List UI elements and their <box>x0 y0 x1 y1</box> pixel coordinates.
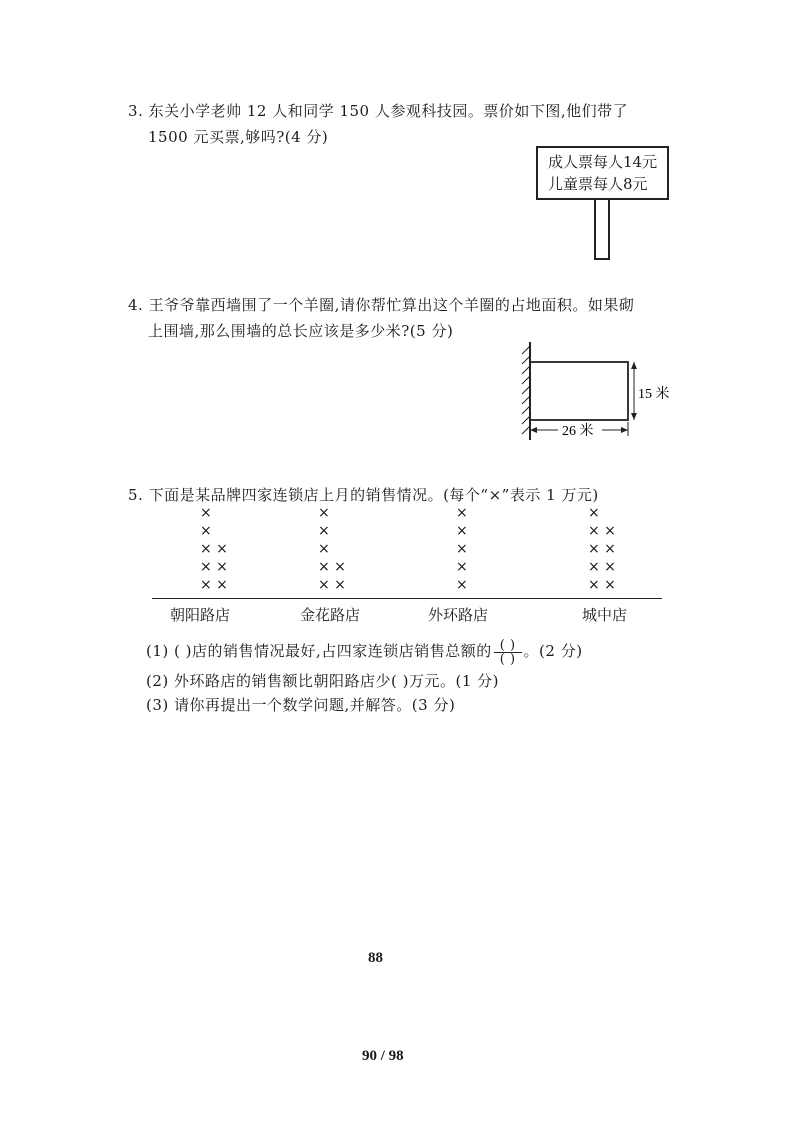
width-arrow-left <box>530 427 537 433</box>
question-5-sub-1 <box>146 638 706 666</box>
pen-rectangle <box>530 362 628 420</box>
question-5-intro: 5. 下面是某品牌四家连锁店上月的销售情况。(每个“×”表示 1 万元) <box>128 486 599 504</box>
page-index: 90 / 98 <box>362 1048 404 1064</box>
question-5-sub-3: (3) 请你再提出一个数学问题,并解答。(3 分) <box>146 696 456 714</box>
tally-jinhua: × × × × × × × <box>318 505 346 593</box>
width-label: 26 米 <box>562 424 594 439</box>
sign-pole <box>594 200 610 260</box>
page-number: 88 <box>368 950 383 966</box>
height-arrow-up <box>631 362 637 369</box>
answer-fraction: $\frac{( )}{( )}$ <box>494 639 522 666</box>
sub-1-text: (1) ( )店的销售情况最好,占四家连锁店销售总额的 <box>146 642 492 660</box>
chart-baseline <box>152 598 662 599</box>
tally-chaoyang: × × × × × × × × <box>200 505 228 593</box>
height-label: 15 米 <box>638 387 670 402</box>
child-ticket-price: 儿童票每人8元 <box>548 175 648 193</box>
tally-waihuan: × × × × × <box>456 505 468 593</box>
sub-1-score: 。(2 分) <box>523 642 583 660</box>
tally-chengzhong: × × × × × × × × × <box>588 505 616 593</box>
store-label-jinhua: 金花路店 <box>300 606 361 624</box>
wall-hatching <box>522 346 530 434</box>
question-3 <box>128 98 688 150</box>
width-arrow-right <box>621 427 628 433</box>
question-4-line-1: 4. 王爷爷靠西墙围了一个羊圈,请你帮忙算出这个羊圈的占地面积。如果砌 <box>128 296 635 314</box>
sheep-pen-diagram <box>510 336 680 446</box>
adult-ticket-price: 成人票每人14元 <box>548 153 658 171</box>
question-4-line-2: 上围墙,那么围墙的总长应该是多少米?(5 分) <box>148 322 454 340</box>
question-5-sub-2: (2) 外环路店的销售额比朝阳路店少( )万元。(1 分) <box>146 672 500 690</box>
store-label-waihuan: 外环路店 <box>428 606 489 624</box>
store-label-chaoyang: 朝阳路店 <box>170 606 231 624</box>
question-3-line-1: 3. 东关小学老帅 12 人和同学 150 人参观科技园。票价如下图,他们带了 <box>128 102 629 120</box>
sign-board <box>536 146 669 200</box>
height-arrow-down <box>631 413 637 420</box>
ticket-price-sign <box>536 146 669 260</box>
question-3-line-2: 1500 元买票,够吗?(4 分) <box>148 128 329 146</box>
store-label-chengzhong: 城中店 <box>582 606 628 624</box>
